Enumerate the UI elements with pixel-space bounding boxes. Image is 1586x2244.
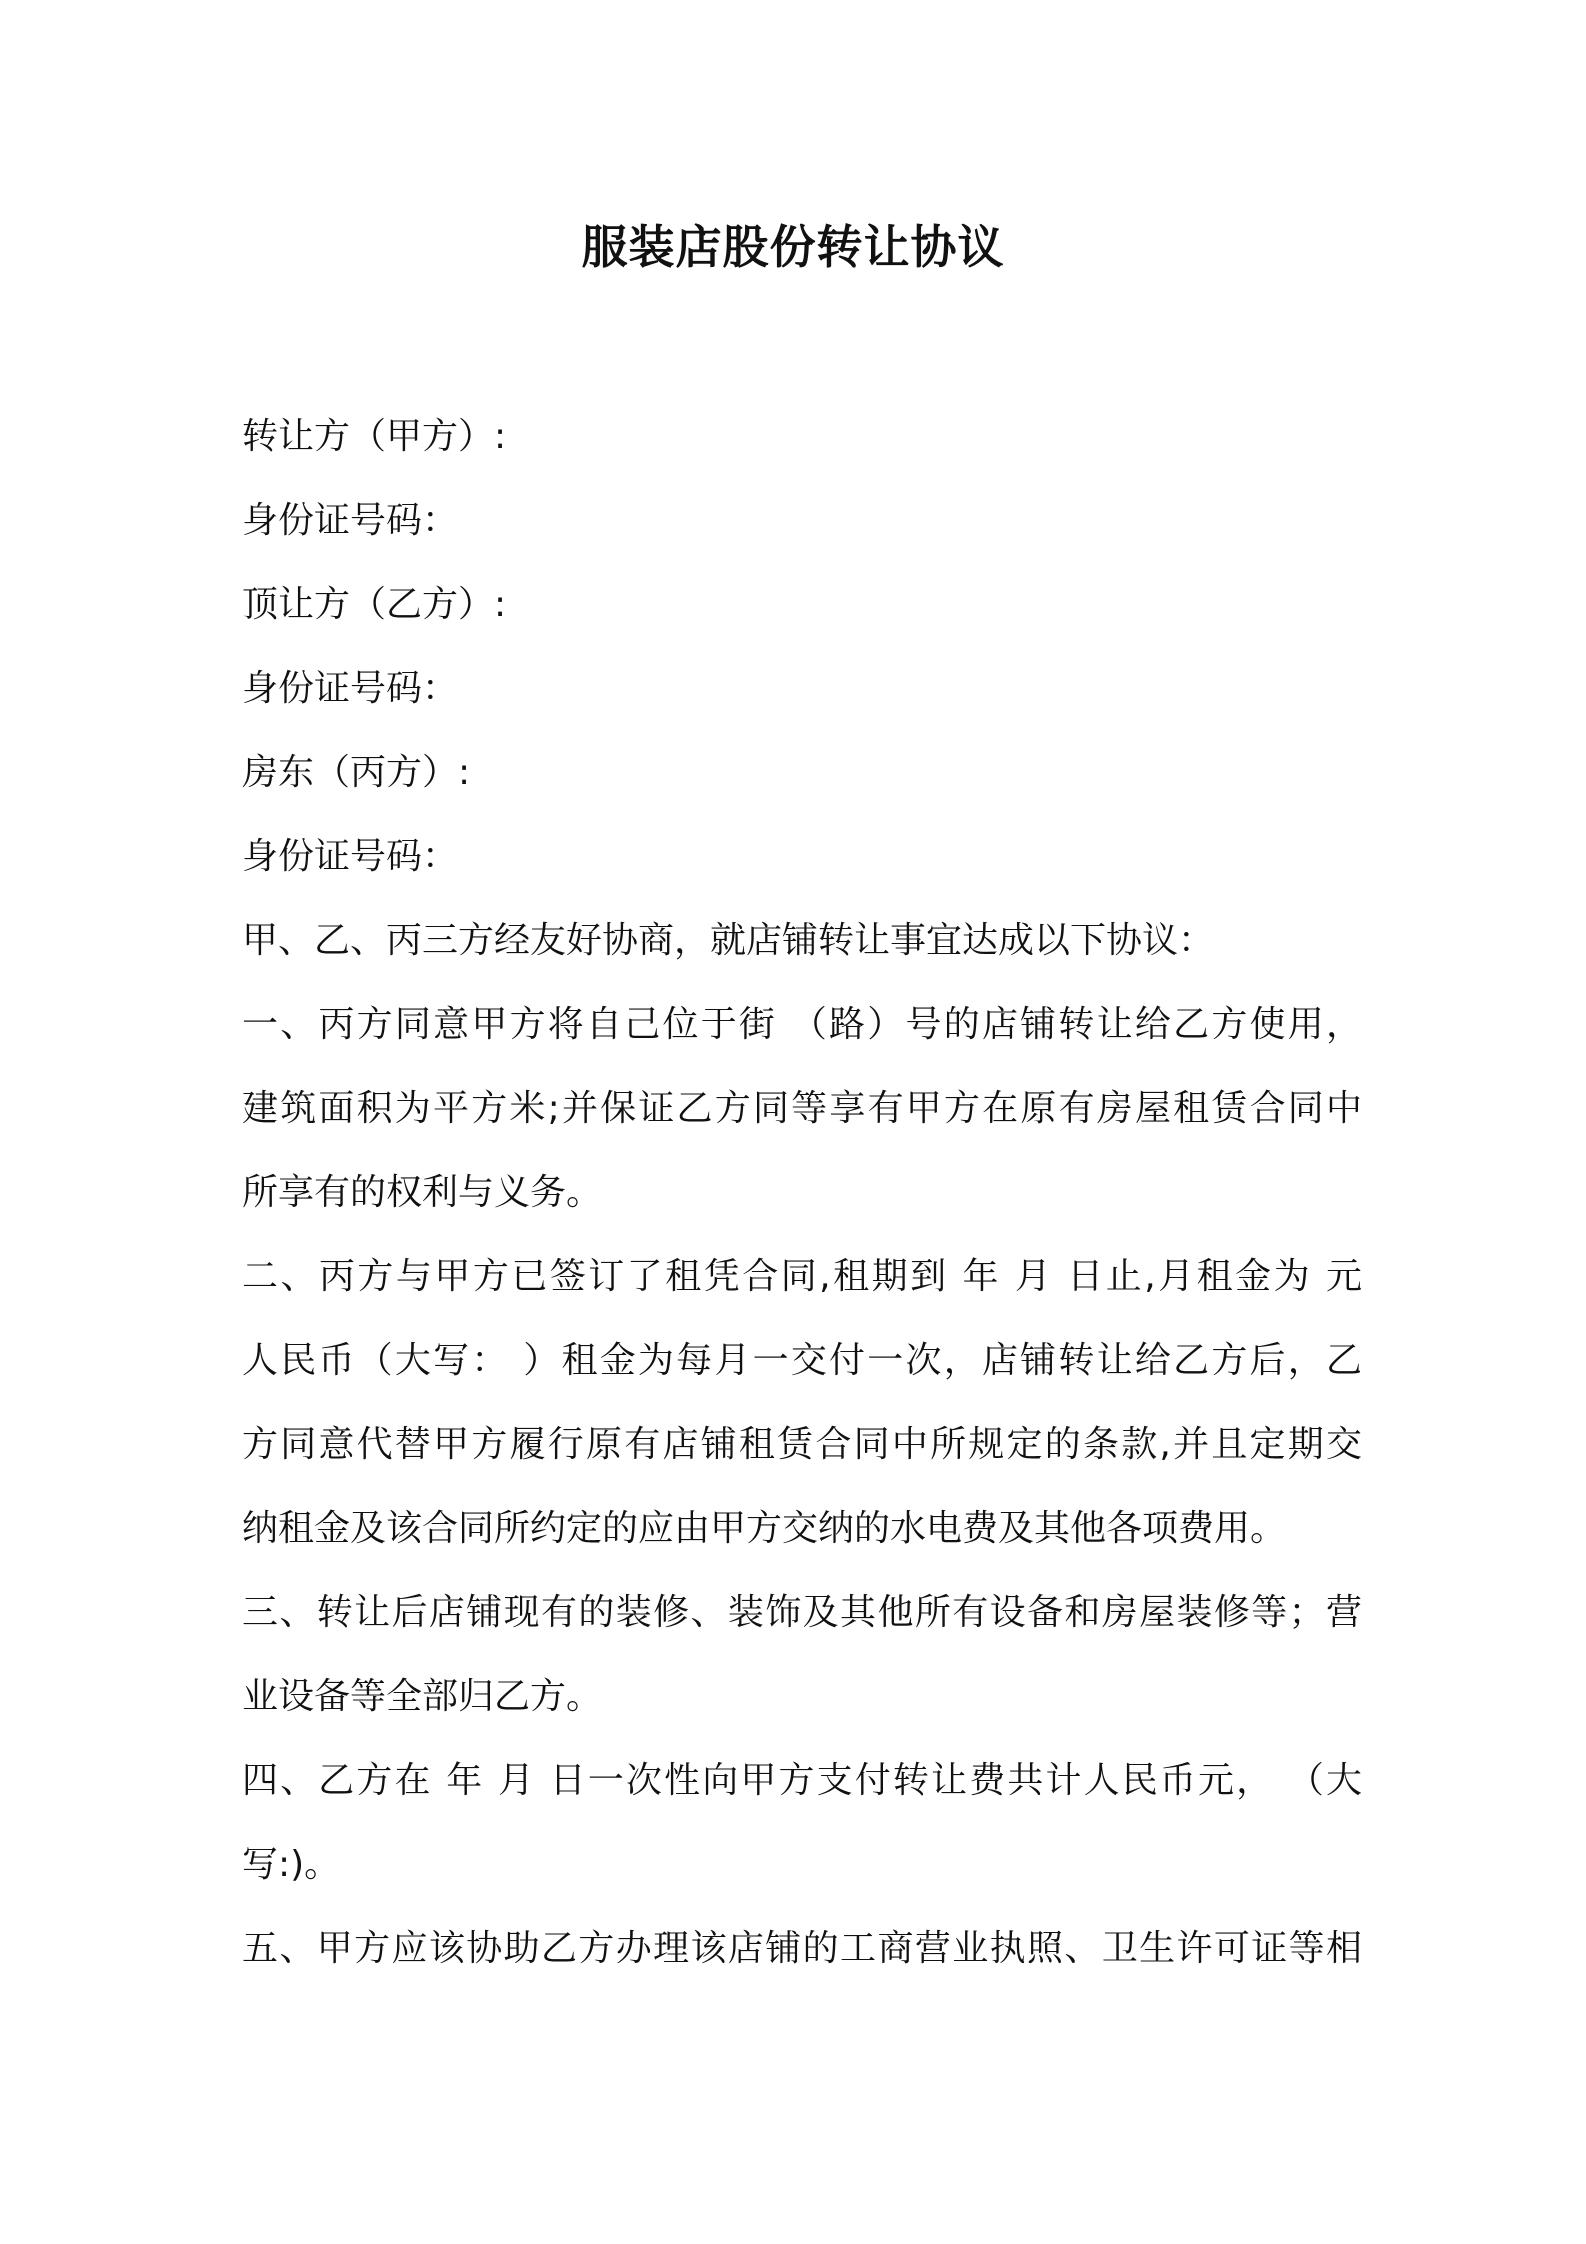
- party-c-label: 房东（丙方）:: [242, 752, 471, 793]
- clause-2-line-2: 人民币（大写： ）租金为每月一交付一次，店铺转让给乙方后，乙: [242, 1340, 1362, 1381]
- party-c-id-label: 身份证号码：: [242, 836, 459, 877]
- party-a-id-label: 身份证号码：: [242, 500, 459, 541]
- clause-1-line-3: 所享有的权利与义务。: [242, 1172, 603, 1213]
- clause-4-line-2: 写:)。: [242, 1844, 341, 1885]
- clause-3-line-1: 三、转让后店铺现有的装修、装饰及其他所有设备和房屋装修等；营: [242, 1592, 1362, 1633]
- clause-5-line-1: 五、甲方应该协助乙方办理该店铺的工商营业执照、卫生许可证等相: [242, 1928, 1362, 1969]
- intro-paragraph: 甲、乙、丙三方经友好协商，就店铺转让事宜达成以下协议：: [242, 920, 1215, 961]
- clause-2-line-4: 纳租金及该合同所约定的应由甲方交纳的水电费及其他各项费用。: [242, 1508, 1287, 1549]
- party-a-label: 转让方（甲方）:: [242, 416, 507, 457]
- party-b-label: 顶让方（乙方）:: [242, 584, 507, 625]
- clause-4-line-1: 四、乙方在 年 月 日一次性向甲方支付转让费共计人民币元， （大: [242, 1760, 1362, 1801]
- clause-1-line-2: 建筑面积为平方米;并保证乙方同等享有甲方在原有房屋租赁合同中: [242, 1088, 1362, 1129]
- clause-2-line-1: 二、丙方与甲方已签订了租凭合同,租期到 年 月 日止,月租金为 元: [242, 1256, 1362, 1297]
- clause-2-line-3: 方同意代替甲方履行原有店铺租赁合同中所规定的条款,并且定期交: [242, 1424, 1362, 1465]
- party-b-id-label: 身份证号码：: [242, 668, 459, 709]
- clause-3-line-2: 业设备等全部归乙方。: [242, 1676, 603, 1717]
- document-title: 服装店股份转让协议: [581, 220, 1005, 274]
- clause-1-line-1: 一、丙方同意甲方将自己位于街 （路）号的店铺转让给乙方使用，: [242, 1004, 1362, 1045]
